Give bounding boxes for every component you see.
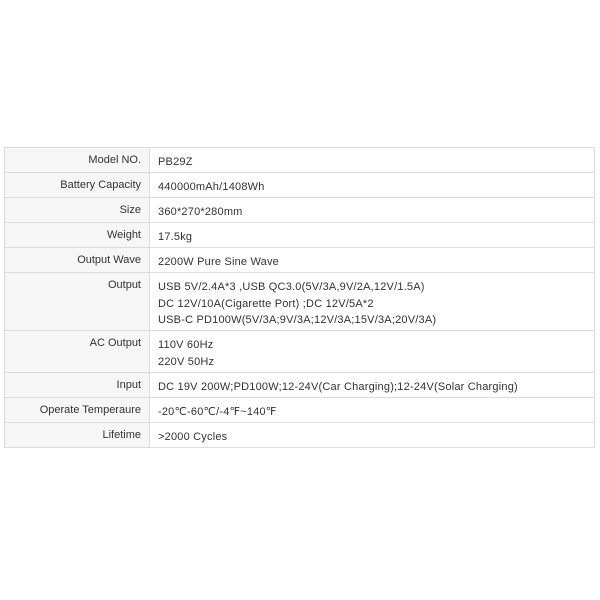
spec-row-lifetime <box>5 423 595 448</box>
spec-value-line: PB29Z <box>158 156 193 168</box>
spec-label: Weight <box>5 223 150 248</box>
spec-value-line: 360*270*280mm <box>158 206 243 218</box>
spec-value <box>150 148 595 173</box>
spec-table <box>4 147 595 448</box>
spec-label: Output Wave <box>5 248 150 273</box>
spec-value-line: 110V 60Hz <box>158 339 214 351</box>
spec-row-output-wave <box>5 248 595 273</box>
spec-label: AC Output <box>5 331 150 373</box>
spec-value <box>150 198 595 223</box>
spec-value <box>150 223 595 248</box>
spec-row-output <box>5 273 595 331</box>
spec-value-line: USB-C PD100W(5V/3A;9V/3A;12V/3A;15V/3A;20V/3A) <box>158 314 437 326</box>
spec-value <box>150 273 595 331</box>
spec-value-line: USB 5V/2.4A*3 ,USB QC3.0(5V/3A,9V/2A,12V/1.5A) <box>158 281 425 293</box>
spec-label: Operate Temperaure <box>5 398 150 423</box>
spec-row-weight <box>5 223 595 248</box>
spec-label: Size <box>5 198 150 223</box>
spec-value <box>150 248 595 273</box>
spec-row-ac-output <box>5 331 595 373</box>
spec-row-model <box>5 148 595 173</box>
spec-value-line: -20℃-60℃/-4℉~140℉ <box>158 406 277 418</box>
spec-label: Battery Capacity <box>5 173 150 198</box>
spec-value-line: DC 19V 200W;PD100W;12-24V(Car Charging);12-24V(Solar Charging) <box>158 381 518 393</box>
spec-value <box>150 373 595 398</box>
spec-value <box>150 173 595 198</box>
spec-value-line: 440000mAh/1408Wh <box>158 181 265 193</box>
spec-row-input <box>5 373 595 398</box>
spec-value <box>150 331 595 373</box>
spec-value-line: >2000 Cycles <box>158 431 228 443</box>
spec-label: Input <box>5 373 150 398</box>
spec-label: Model NO. <box>5 148 150 173</box>
spec-row-operate-temperature <box>5 398 595 423</box>
spec-row-size <box>5 198 595 223</box>
spec-value <box>150 423 595 448</box>
spec-label: Lifetime <box>5 423 150 448</box>
spec-label: Output <box>5 273 150 331</box>
spec-value <box>150 398 595 423</box>
spec-value-line: DC 12V/10A(Cigarette Port) ;DC 12V/5A*2 <box>158 297 374 310</box>
spec-value-line: 220V 50Hz <box>158 355 215 368</box>
spec-row-battery-capacity <box>5 173 595 198</box>
spec-value-line: 2200W Pure Sine Wave <box>158 256 279 268</box>
spec-value-line: 17.5kg <box>158 231 193 243</box>
